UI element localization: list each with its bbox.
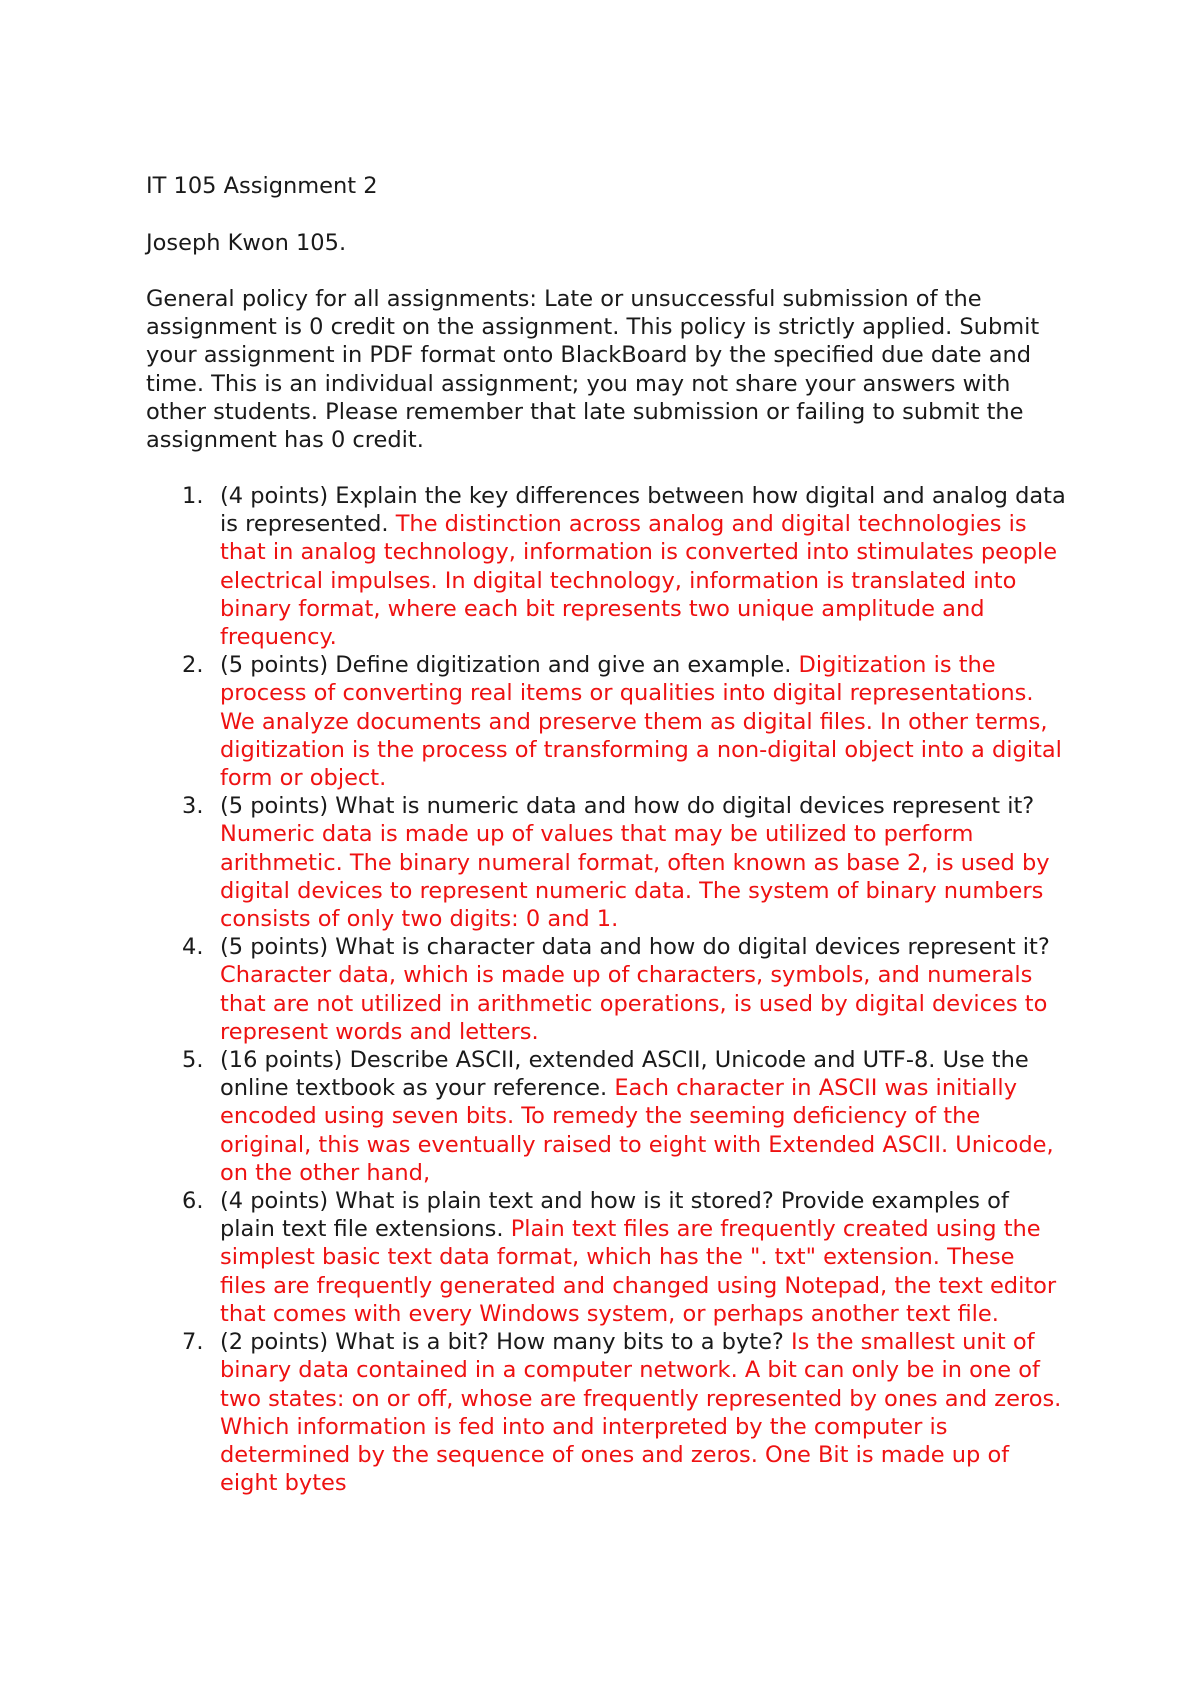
- question-text: (5 points) What is numeric data and how do digital devices represent it?: [220, 793, 1035, 820]
- question-item-3: [146, 792, 1066, 933]
- question-number: 5.: [182, 1047, 204, 1074]
- answer-text: Numeric data is made up of values that may be utilized to perform arithmetic. The binary numeral format, often known as base 2, is used by digital devices to represent numeric data. The system of binary numbers consists of only two digits: 0 and 1.: [220, 821, 1050, 933]
- question-text: (4 points) What is plain text and how is it stored? Provide examples of plain text file extensions.: [220, 1188, 1009, 1243]
- question-item-2: [146, 651, 1066, 792]
- question-item-7: [146, 1328, 1066, 1497]
- question-text: (16 points) Describe ASCII, extended ASCII, Unicode and UTF-8. Use the online textbook as your reference.: [220, 1047, 1029, 1102]
- question-number: 1.: [182, 483, 204, 509]
- question-number: 6.: [182, 1188, 204, 1215]
- question-text: (5 points) What is character data and how do digital devices represent it?: [220, 934, 1050, 961]
- answer-text: Digitization is the process of converting real items or qualities into digital representations. We analyze documents and preserve them as digital files. In other terms, digitization is the process of transforming a non-digital object into a digital form or object.: [220, 652, 1062, 792]
- question-number: 3.: [182, 793, 204, 820]
- question-number: 7.: [182, 1329, 204, 1356]
- policy-paragraph: General policy for all assignments: Late or unsuccessful submission of the assignment is 0 credit on the assignment. This policy is strictly applied. Submit your assignment in PDF format onto BlackBoard by the specified due date and time. This is an individual assignment; you may not share your answers with other students. Please remember that late submission or failing to submit the assignment has 0 credit.: [146, 286, 1040, 454]
- question-number: 2.: [182, 652, 204, 679]
- answer-text: Is the smallest unit of binary data contained in a computer network. A bit can only be in one of two states: on or off, whose are frequently represented by ones and zeros. Which information is fed into and interpreted by the computer is determined by the sequence of ones and zeros. One Bit is made up of eight bytes: [220, 1329, 1062, 1497]
- author-line: Joseph Kwon 105.: [146, 230, 347, 256]
- answer-text: Plain text files are frequently created using the simplest basic text data format, which has the ". txt" extension. These files are frequently generated and changed using Notepad, the text editor that comes with every Windows system, or perhaps another text file.: [220, 1216, 1057, 1327]
- question-item-1: [146, 482, 1066, 651]
- question-item-4: [146, 933, 1066, 1046]
- document-title: IT 105 Assignment 2: [146, 173, 378, 199]
- answer-text: The distinction across analog and digital technologies is that in analog technology, information is converted into stimulates people electrical impulses. In digital technology, information is translated into binary format, where each bit represents two unique amplitude and frequency.: [220, 511, 1058, 651]
- question-item-5: [146, 1046, 1066, 1187]
- question-text: (5 points) Define digitization and give an example.: [220, 652, 792, 679]
- question-item-6: [146, 1187, 1066, 1328]
- question-number: 4.: [182, 934, 204, 961]
- question-list: [146, 482, 1066, 1497]
- answer-text: Character data, which is made up of characters, symbols, and numerals that are not utilized in arithmetic operations, is used by digital devices to represent words and letters.: [220, 962, 1048, 1045]
- answer-text: Each character in ASCII was initially encoded using seven bits. To remedy the seeming deficiency of the original, this was eventually raised to eight with Extended ASCII. Unicode, on the other hand,: [220, 1075, 1054, 1186]
- question-text: (2 points) What is a bit? How many bits to a byte?: [220, 1329, 784, 1356]
- question-text: (4 points) Explain the key differences between how digital and analog data is represented.: [220, 483, 1066, 538]
